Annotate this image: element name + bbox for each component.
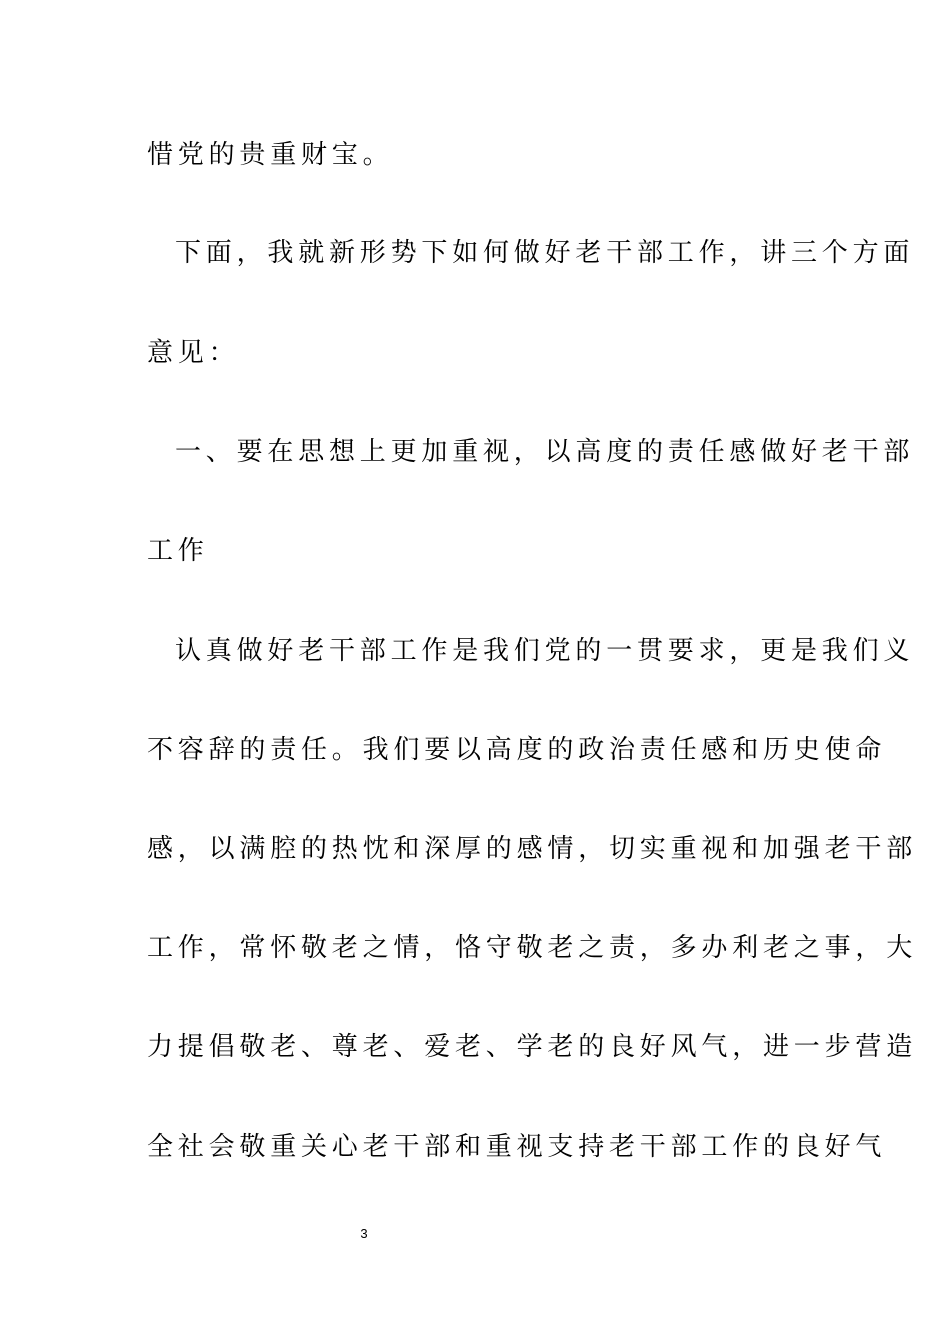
text-line: 力提倡敬老、尊老、爱老、学老的良好风气，进一步营造 bbox=[147, 1032, 918, 1062]
section-heading: 工作 bbox=[147, 536, 209, 566]
text-line: 工作，常怀敬老之情，恪守敬老之责，多办利老之事，大 bbox=[147, 933, 918, 963]
section-heading: 一、要在思想上更加重视，以高度的责任感做好老干部 bbox=[175, 437, 915, 467]
text-line: 不容辞的责任。我们要以高度的政治责任感和历史使命 bbox=[147, 735, 887, 765]
text-line: 认真做好老干部工作是我们党的一贯要求，更是我们义 bbox=[175, 636, 915, 666]
text-line: 意见： bbox=[147, 338, 240, 368]
text-line: 全社会敬重关心老干部和重视支持老干部工作的良好气 bbox=[147, 1132, 887, 1162]
text-line: 惜党的贵重财宝。 bbox=[147, 140, 394, 170]
page-number: 3 bbox=[360, 1226, 368, 1241]
text-line: 下面，我就新形势下如何做好老干部工作，讲三个方面 bbox=[175, 238, 915, 268]
text-line: 感，以满腔的热忱和深厚的感情，切实重视和加强老干部 bbox=[147, 834, 918, 864]
